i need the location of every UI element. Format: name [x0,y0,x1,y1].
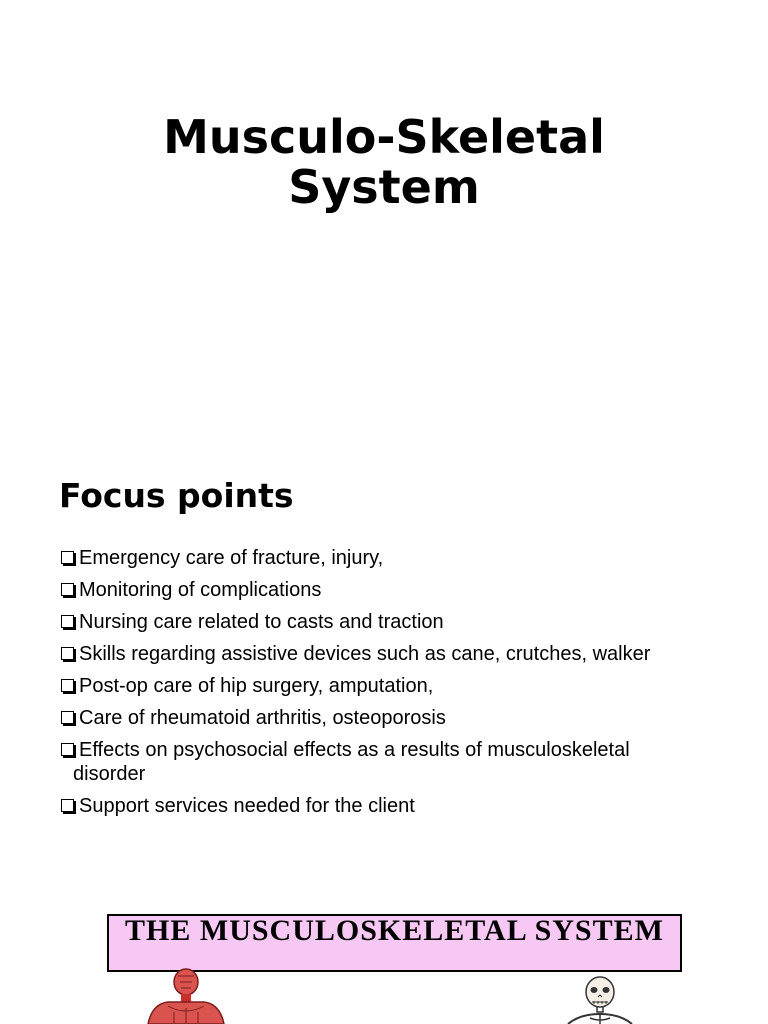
checkbox-icon [61,799,74,812]
list-item [59,706,699,730]
checkbox-icon [61,679,74,692]
list-item-text: Effects on psychosocial effects as a results of musculoskeletal [79,739,630,761]
muscle-figure-icon [138,968,234,1024]
checkbox-icon [61,583,74,596]
list-item [59,674,699,698]
banner-title: THE MUSCULOSKELETAL SYSTEM [125,914,664,947]
list-item [59,642,699,666]
slide-title-line-1: Musculo-Skeletal [163,110,605,164]
list-item-text: Support services needed for the client [79,795,415,817]
focus-points-heading: Focus points [59,476,294,515]
list-item [59,794,699,818]
list-item [59,610,699,634]
checkbox-icon [61,743,74,756]
focus-points-list [59,546,699,826]
list-item [59,546,699,570]
list-item-text: Nursing care related to casts and traction [79,611,444,633]
list-item-text: Care of rheumatoid arthritis, osteoporosis [79,707,446,729]
musculoskeletal-banner [107,914,682,972]
skeleton-figure-icon [560,974,640,1024]
list-item-text: Emergency care of fracture, injury, [79,547,384,569]
checkbox-icon [61,647,74,660]
list-item-text: Monitoring of complications [79,579,322,601]
checkbox-icon [61,551,74,564]
slide-title-line-2: System [288,160,480,214]
slide-title [0,112,768,212]
list-item-text: Post-op care of hip surgery, amputation, [79,675,434,697]
list-item-text: Skills regarding assistive devices such as cane, crutches, walker [79,643,651,665]
list-item [59,738,699,786]
checkbox-icon [61,615,74,628]
list-item [59,578,699,602]
list-item-continuation: disorder [73,763,146,785]
checkbox-icon [61,711,74,724]
